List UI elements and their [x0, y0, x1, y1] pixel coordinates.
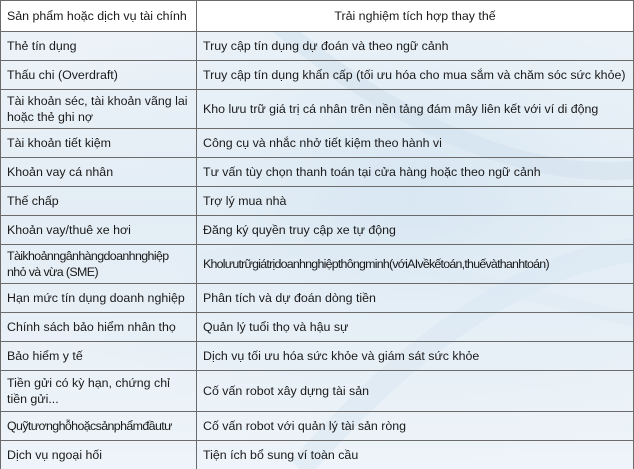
header-alternative-experience: Trải nghiệm tích hợp thay thế	[197, 1, 634, 32]
experience-cell: Phân tích và dự đoán dòng tiền	[197, 284, 634, 313]
experience-cell: Cố vấn robot xây dựng tài sản	[197, 371, 634, 412]
experience-cell: Đăng ký quyền truy cập xe tự động	[197, 216, 634, 245]
table-row	[1, 371, 634, 412]
product-cell: Bảo hiểm y tế	[1, 342, 197, 371]
experience-cell: Công cụ và nhắc nhở tiết kiệm theo hành vi	[197, 129, 634, 158]
product-cell: Tiền gửi có kỳ hạn, chứng chỉ tiền gửi...	[1, 371, 197, 412]
product-cell: Quỹtươnghỗhoặcsảnphẩmđầutư	[1, 412, 197, 441]
product-cell: Thấu chi (Overdraft)	[1, 61, 197, 90]
experience-cell: Tư vấn tùy chọn thanh toán tại cửa hàng hoặc theo ngữ cảnh	[197, 158, 634, 187]
product-cell: Thẻ tín dụng	[1, 32, 197, 61]
experience-cell: Kho lưu trữ giá trị cá nhân trên nền tảng đám mây liên kết với ví di động	[197, 90, 634, 129]
table-row	[1, 342, 634, 371]
experience-cell: Tiện ích bổ sung ví toàn cầu	[197, 441, 634, 469]
table-row	[1, 216, 634, 245]
experience-cell: Kholưutrữgiátrịdoanhnghiệpthôngminh(vớiAIvềkếtoán,thuếvàthanhtoán)	[197, 245, 634, 284]
product-cell: Hạn mức tín dụng doanh nghiệp	[1, 284, 197, 313]
table-row	[1, 158, 634, 187]
product-cell: Thế chấp	[1, 187, 197, 216]
product-cell: Tài khoản séc, tài khoản vãng lai hoặc thẻ ghi nợ	[1, 90, 197, 129]
experience-cell: Truy cập tín dụng khẩn cấp (tối ưu hóa cho mua sắm và chăm sóc sức khỏe)	[197, 61, 634, 90]
experience-cell: Trợ lý mua nhà	[197, 187, 634, 216]
experience-cell: Cố vấn robot với quản lý tài sản ròng	[197, 412, 634, 441]
table-row	[1, 90, 634, 129]
table-row	[1, 129, 634, 158]
product-cell: Tàikhoảnngânhàngdoanhnghiệp nhỏ và vừa (SME)	[1, 245, 197, 284]
table-row	[1, 313, 634, 342]
product-cell: Dịch vụ ngoại hối	[1, 441, 197, 469]
table-row	[1, 412, 634, 441]
experience-cell: Quản lý tuổi thọ và hậu sự	[197, 313, 634, 342]
table-row	[1, 61, 634, 90]
product-cell: Tài khoản tiết kiệm	[1, 129, 197, 158]
experience-cell: Truy cập tín dụng dự đoán và theo ngữ cảnh	[197, 32, 634, 61]
experience-cell: Dịch vụ tối ưu hóa sức khỏe và giám sát sức khỏe	[197, 342, 634, 371]
table-row	[1, 187, 634, 216]
table-row	[1, 32, 634, 61]
header-products: Sản phẩm hoặc dịch vụ tài chính	[1, 1, 197, 32]
product-cell: Khoản vay/thuê xe hơi	[1, 216, 197, 245]
product-cell: Khoản vay cá nhân	[1, 158, 197, 187]
table-row	[1, 284, 634, 313]
table-header-row	[1, 1, 634, 32]
product-cell: Chính sách bảo hiểm nhân thọ	[1, 313, 197, 342]
table-row	[1, 245, 634, 284]
table-row	[1, 441, 634, 469]
